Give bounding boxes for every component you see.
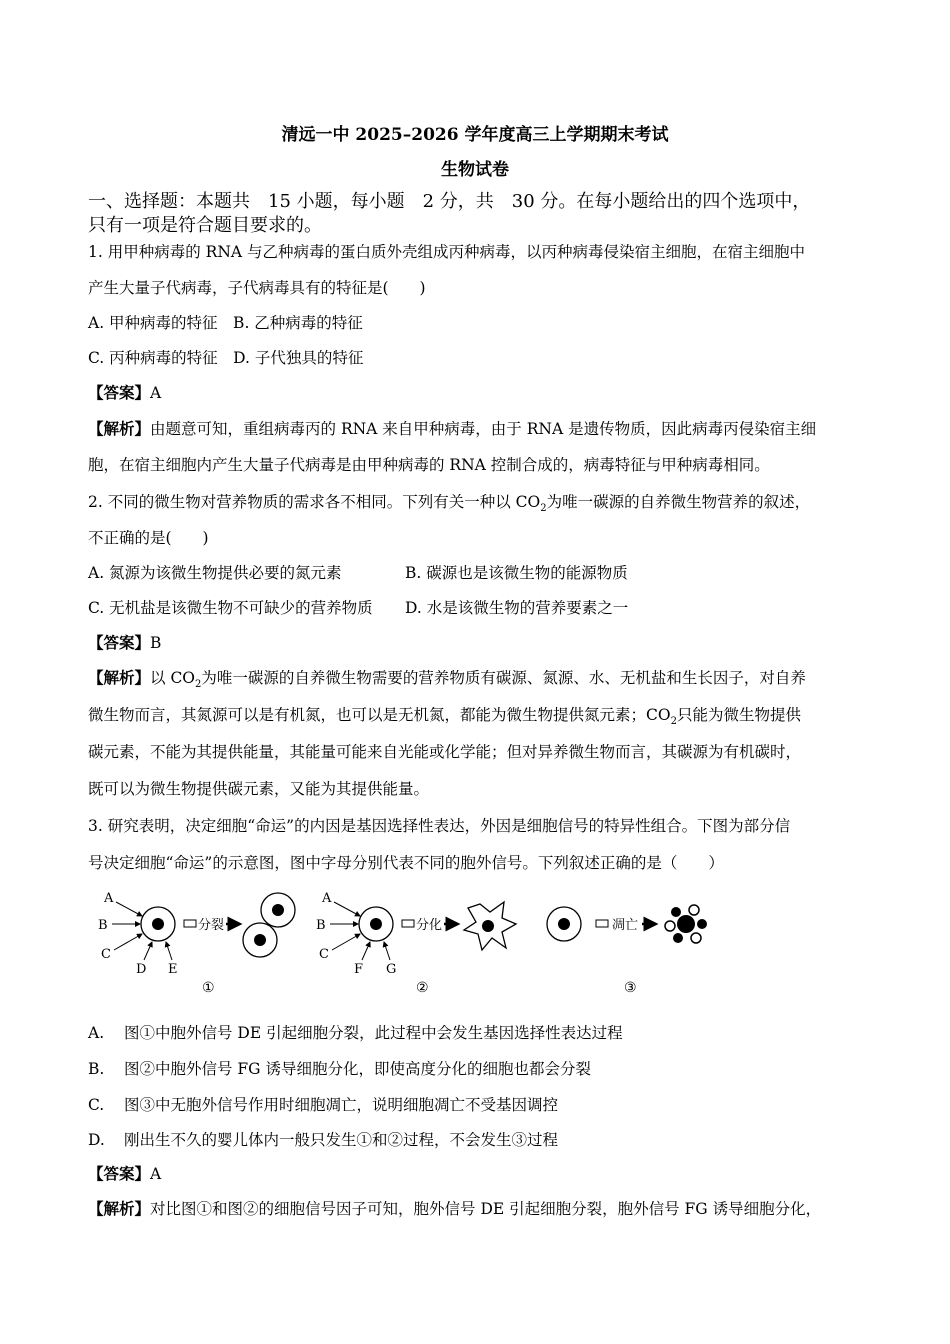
panel-number-2: ② xyxy=(416,980,429,996)
signal-label-c: C xyxy=(101,947,111,962)
q1-analysis-line1 xyxy=(88,419,816,439)
option-key: C. xyxy=(88,1096,105,1114)
q2-analysis-line4: 既可以为微生物提供碳元素，又能为其提供能量。 xyxy=(88,780,430,798)
q1-analysis-line2: 胞，在宿主细胞内产生大量子代病毒是由甲种病毒的 RNA 控制合成的，病毒特征与甲种病毒相同。 xyxy=(88,456,770,474)
q2-stem-line1 xyxy=(88,492,810,519)
answer-value: B xyxy=(150,634,162,652)
q2-stem-part2: 为唯一碳源的自养微生物营养的叙述， xyxy=(546,493,811,511)
process-label-differentiation: 分化 xyxy=(416,918,443,933)
q2-analysis-line1 xyxy=(88,668,806,695)
q3-option-b xyxy=(88,1057,591,1079)
signal-label-b: B xyxy=(316,918,326,933)
analysis-text-part1: 以 CO xyxy=(150,669,196,687)
q2-analysis-line2 xyxy=(88,705,801,732)
signal-label-b: B xyxy=(98,918,108,933)
subscript-2: 2 xyxy=(670,716,677,728)
signal-label-d: D xyxy=(136,962,147,977)
option-key: B. xyxy=(88,1060,105,1078)
answer-value: A xyxy=(150,384,162,402)
process-label-apoptosis: 凋亡 xyxy=(612,918,639,933)
q1-stem-line1: 1. 用甲种病毒的 RNA 与乙种病毒的蛋白质外壳组成丙种病毒，以丙种病毒侵染宿主细胞，在宿主细胞中 xyxy=(88,243,805,261)
option-text: 刚出生不久的婴儿体内一般只发生①和②过程，不会发生③过程 xyxy=(124,1131,559,1149)
q1-stem-line2: 产生大量子代病毒，子代病毒具有的特征是( ) xyxy=(88,279,426,297)
signal-label-f: F xyxy=(354,962,364,977)
signal-label-e: E xyxy=(168,962,178,977)
option-key: D. xyxy=(88,1131,105,1149)
q2-analysis-line3: 碳元素，不能为其提供能量，其能量可能来自光能或化学能；但对异养微生物而言，其碳源为有机碳时， xyxy=(88,743,802,761)
answer-value: A xyxy=(150,1165,162,1183)
panel-number-3: ③ xyxy=(624,980,637,996)
option-text: 图①中胞外信号 DE 引起细胞分裂，此过程中会发生基因选择性表达过程 xyxy=(124,1024,623,1042)
q2-stem-line2: 不正确的是( ) xyxy=(88,529,209,547)
signal-label-c: C xyxy=(319,947,329,962)
q2-option-b: B. 碳源也是该微生物的能源物质 xyxy=(405,564,628,582)
q3-option-a xyxy=(88,1021,623,1043)
section-heading-line2: 只有一项是符合题目要求的。 xyxy=(88,215,322,236)
analysis-text-part2: 为唯一碳源的自养微生物需要的营养物质有碳源、氮源、水、无机盐和生长因子，对自养 xyxy=(201,669,806,687)
process-label-division: 分裂 xyxy=(198,918,225,933)
option-key: A. xyxy=(88,1024,105,1042)
q2-option-a: A. 氮源为该微生物提供必要的氮元素 xyxy=(88,564,342,582)
panel-division xyxy=(98,891,295,996)
q3-stem-line2: 号决定细胞“命运”的示意图，图中字母分别代表不同的胞外信号。下列叙述正确的是（ ） xyxy=(88,854,724,872)
exam-title: 清远一中 2025–2026 学年度高三上学期期末考试 xyxy=(281,125,669,145)
panel-number-1: ① xyxy=(202,980,215,996)
q3-analysis-line1 xyxy=(88,1199,821,1219)
q3-option-c xyxy=(88,1093,558,1115)
q1-answer xyxy=(88,383,161,403)
q1-options-ab: A. 甲种病毒的特征 B. 乙种病毒的特征 xyxy=(88,314,363,332)
answer-label: 【答案】 xyxy=(88,383,151,402)
apoptotic-cell xyxy=(665,905,707,943)
q2-option-c: C. 无机盐是该微生物不可缺少的营养物质 xyxy=(88,599,373,617)
panel-apoptosis xyxy=(547,905,707,996)
analysis-text: 由题意可知，重组病毒丙的 RNA 来自甲种病毒，由于 RNA 是遗传物质，因此病毒丙侵染宿主细 xyxy=(150,420,817,438)
option-text: 图③中无胞外信号作用时细胞凋亡，说明细胞凋亡不受基因调控 xyxy=(124,1096,559,1114)
answer-label: 【答案】 xyxy=(88,1164,151,1183)
analysis-label: 【解析】 xyxy=(88,668,151,687)
q2-option-d: D. 水是该微生物的营养要素之一 xyxy=(405,599,629,617)
option-text: 图②中胞外信号 FG 诱导细胞分化，即使高度分化的细胞也都会分裂 xyxy=(124,1060,591,1078)
answer-label: 【答案】 xyxy=(88,633,151,652)
analysis-label: 【解析】 xyxy=(88,1199,151,1218)
q2-answer xyxy=(88,633,161,653)
analysis-text: 对比图①和图②的细胞信号因子可知，胞外信号 DE 引起细胞分裂，胞外信号 FG 诱导细胞分化， xyxy=(150,1200,822,1218)
cell-nucleus xyxy=(152,918,164,930)
q3-answer xyxy=(88,1164,161,1184)
analysis-label: 【解析】 xyxy=(88,419,151,438)
q3-stem-line1: 3. 研究表明，决定细胞“命运”的内因是基因选择性表达，外因是细胞信号的特异性组合。下图为部分信 xyxy=(88,817,791,835)
panel-differentiation xyxy=(316,891,516,996)
exam-subtitle: 生物试卷 xyxy=(441,160,509,180)
subscript-2: 2 xyxy=(195,679,202,691)
subscript-2: 2 xyxy=(540,503,547,515)
signal-label-g: G xyxy=(386,962,397,977)
signal-label-a: A xyxy=(322,891,332,906)
cell-fate-diagram xyxy=(90,880,730,1000)
signal-label-a: A xyxy=(104,891,114,906)
section-heading-line1: 一、选择题：本题共 15 小题，每小题 2 分，共 30 分。在每小题给出的四个选项中， xyxy=(88,191,811,212)
q3-option-d xyxy=(88,1128,558,1150)
q1-options-cd: C. 丙种病毒的特征 D. 子代独具的特征 xyxy=(88,349,364,367)
q2-stem-part1: 2. 不同的微生物对营养物质的需求各不相同。下列有关一种以 CO xyxy=(88,493,541,511)
analysis-text-part1: 微生物而言，其氮源可以是有机氮，也可以是无机氮，都能为微生物提供氮元素；CO xyxy=(88,706,671,724)
analysis-text-part2: 只能为微生物提供 xyxy=(676,706,801,724)
